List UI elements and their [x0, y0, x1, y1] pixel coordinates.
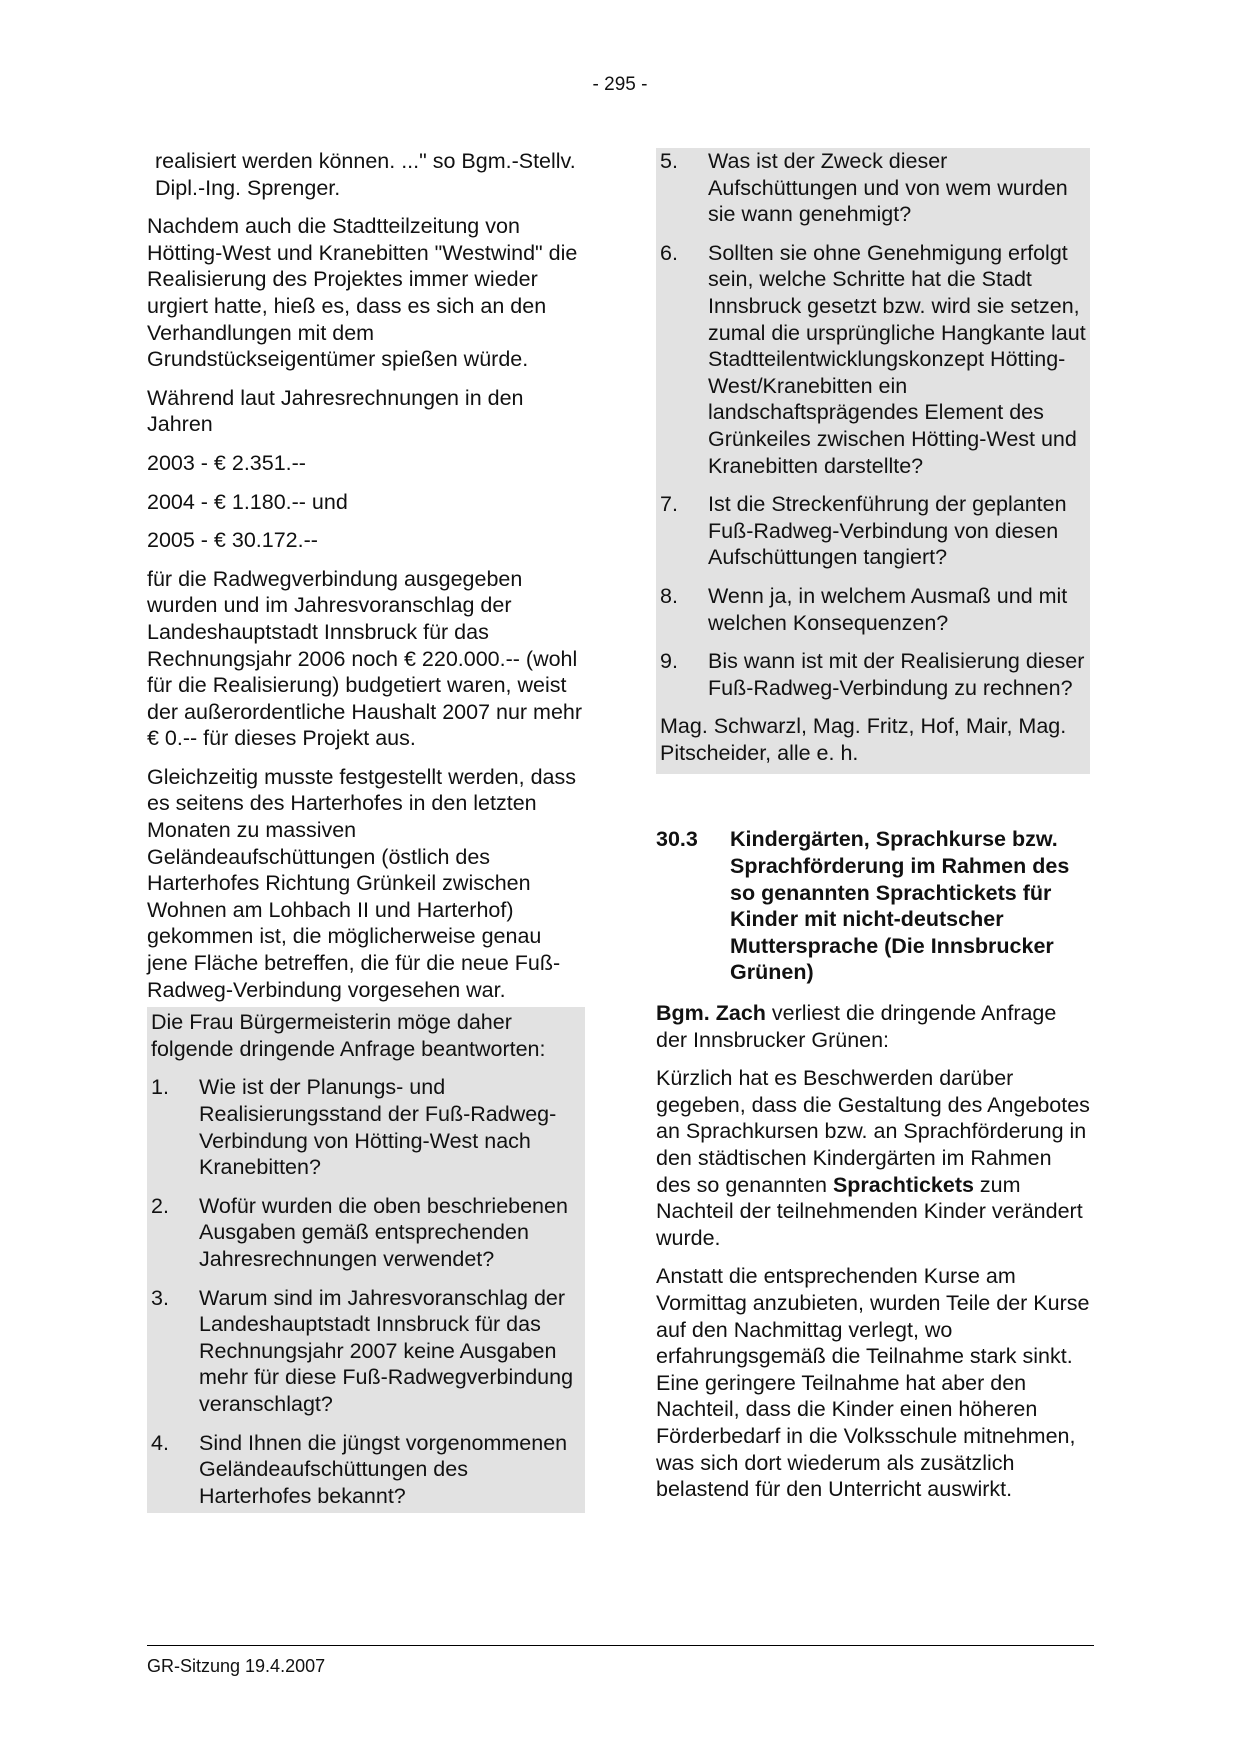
paragraph [656, 1000, 1090, 1053]
paragraph-text: Kürzlich hat es Beschwerden darüber gegeben, dass die Gestaltung des Angebotes an Sprachkursen bzw. an Sprachförderung in den städtischen Kindergärten im Rahmen des so genannten [656, 1066, 1090, 1197]
paragraph [656, 1065, 1090, 1251]
question-number: 6. [660, 240, 678, 265]
question-number: 5. [660, 149, 678, 173]
section-number: 30.3 [656, 827, 698, 852]
right-column [656, 148, 1090, 1515]
question-number: 4. [151, 1430, 169, 1455]
list-item [147, 1273, 585, 1418]
paragraph: Nachdem auch die Stadtteilzeitung von Hötting-West und Kranebitten "Westwind" die Realisierung des Projektes immer wieder urgiert hatte, hieß es, dass es sich an den Verhandlungen mit dem Grundstückseigentümer spießen würde. [147, 214, 578, 372]
amount-2004: 2004 - € 1.180.-- und [147, 489, 348, 514]
footer-text: GR-Sitzung 19.4.2007 [147, 1656, 326, 1676]
question-number: 2. [151, 1193, 169, 1218]
paragraph-text: verliest die dringende Anfrage der Innsbrucker Grünen: [656, 1001, 1057, 1052]
signatories: Mag. Schwarzl, Mag. Fritz, Hof, Mair, Mag. Pitscheider, alle e. h. [660, 714, 1067, 765]
emphasis: Sprachtickets [832, 1172, 974, 1197]
question-text: Sind Ihnen die jüngst vorgenommenen Geländeaufschüttungen des Harterhofes bekannt? [199, 1430, 568, 1508]
amount-2005: 2005 - € 30.172.-- [147, 528, 318, 553]
list-item [147, 1181, 585, 1273]
section-heading [656, 826, 1090, 986]
question-number: 3. [151, 1285, 169, 1310]
question-number: 7. [660, 492, 678, 517]
list-item [656, 479, 1090, 571]
question-number: 1. [151, 1075, 169, 1100]
paragraph: Anstatt die entsprechenden Kurse am Vormittag anzubieten, wurden Teile der Kurse auf den Nachmittag verlegt, wo erfahrungsgemäß die Teilnahme stark sinkt. Eine geringere Teilnahme hat aber den Nachteil, dass die Kinder einen höheren Förderbedarf in die Volksschule mitnehmen, was sich dort wiederum als zusätzlich belastend für den Unterricht auswirkt. [656, 1264, 1090, 1502]
inquiry-block [147, 1007, 585, 1513]
inquiry-intro: Die Frau Bürgermeisterin möge daher folgende dringende Anfrage beantworten: [151, 1010, 546, 1061]
list-item [656, 148, 1090, 228]
paragraph: realisiert werden können. ..." so Bgm.-Stellv. Dipl.-Ing. Sprenger. [155, 149, 576, 200]
list-item [656, 636, 1090, 701]
list-item [147, 1418, 585, 1510]
paragraph: für die Radwegverbindung ausgegeben wurden und im Jahresvoranschlag der Landeshauptstadt Innsbruck für das Rechnungsjahr 2006 noch € 220.000.-- (wohl für die Realisierung) budgetiert waren, weist der außerordentliche Haushalt 2007 nur mehr € 0.-- für dieses Projekt aus. [147, 566, 583, 751]
question-text: Ist die Streckenführung der geplanten Fuß-Radweg-Verbindung von diesen Aufschüttungen tangiert? [708, 492, 1067, 570]
speaker-name: Bgm. Zach [656, 1001, 766, 1026]
question-text: Was ist der Zweck dieser Aufschüttungen und von wem wurden sie wann genehmigt? [708, 149, 1068, 227]
inquiry-block-continued [656, 148, 1090, 774]
footer-divider [147, 1645, 1094, 1646]
question-number: 9. [660, 649, 678, 674]
question-number: 8. [660, 583, 678, 608]
list-item [656, 228, 1090, 479]
question-text: Wenn ja, in welchem Ausmaß und mit welchen Konsequenzen? [708, 583, 1068, 635]
page-number: - 295 - [592, 74, 648, 95]
question-text: Wie ist der Planungs- und Realisierungsstand der Fuß-Radweg-Verbindung von Hötting-West nach Kranebitten? [199, 1075, 557, 1180]
question-text: Bis wann ist mit der Realisierung dieser Fuß-Radweg-Verbindung zu rechnen? [708, 649, 1085, 700]
list-item [147, 1074, 585, 1180]
list-item [656, 571, 1090, 636]
question-list [147, 1074, 585, 1509]
question-text: Sollten sie ohne Genehmigung erfolgt sein, welche Schritte hat die Stadt Innsbruck gesetzt bzw. wird sie setzen, zumal die ursprüngliche Hangkante laut Stadtteilentwicklungskonzept Hötting-West/Kranebitten ein landschaftsprägendes Element des Grünkeiles zwischen Hötting-West und Kranebitten darstellte? [708, 240, 1086, 478]
paragraph-text: zum Nachteil der teilnehmenden Kinder verändert wurde. [656, 1172, 1083, 1250]
question-text: Wofür wurden die oben beschriebenen Ausgaben gemäß entsprechenden Jahresrechnungen verwendet? [199, 1193, 568, 1271]
question-list [656, 148, 1090, 701]
paragraph: Gleichzeitig musste festgestellt werden, dass es seitens des Harterhofes in den letzten Monaten zu massiven Geländeaufschüttungen (östlich des Harterhofes Richtung Grünkeil zwischen Wohnen am Lohbach II und Harterhof) gekommen ist, die möglicherweise genau jene Fläche betreffen, die für die neue Fuß-Radweg-Verbindung vorgesehen war. [147, 764, 577, 1002]
amount-2003: 2003 - € 2.351.-- [147, 450, 306, 475]
left-column [147, 148, 585, 1513]
section-title: Kindergärten, Sprachkurse bzw. Sprachförderung im Rahmen des so genannten Sprachtickets für Kinder mit nicht-deutscher Muttersprache (Die Innsbrucker Grünen) [730, 827, 1070, 985]
question-text: Warum sind im Jahresvoranschlag der Landeshauptstadt Innsbruck für das Rechnungsjahr 2007 keine Ausgaben mehr für diese Fuß-Radwegverbindung veranschlagt? [199, 1285, 574, 1416]
paragraph: Während laut Jahresrechnungen in den Jahren [147, 385, 524, 437]
